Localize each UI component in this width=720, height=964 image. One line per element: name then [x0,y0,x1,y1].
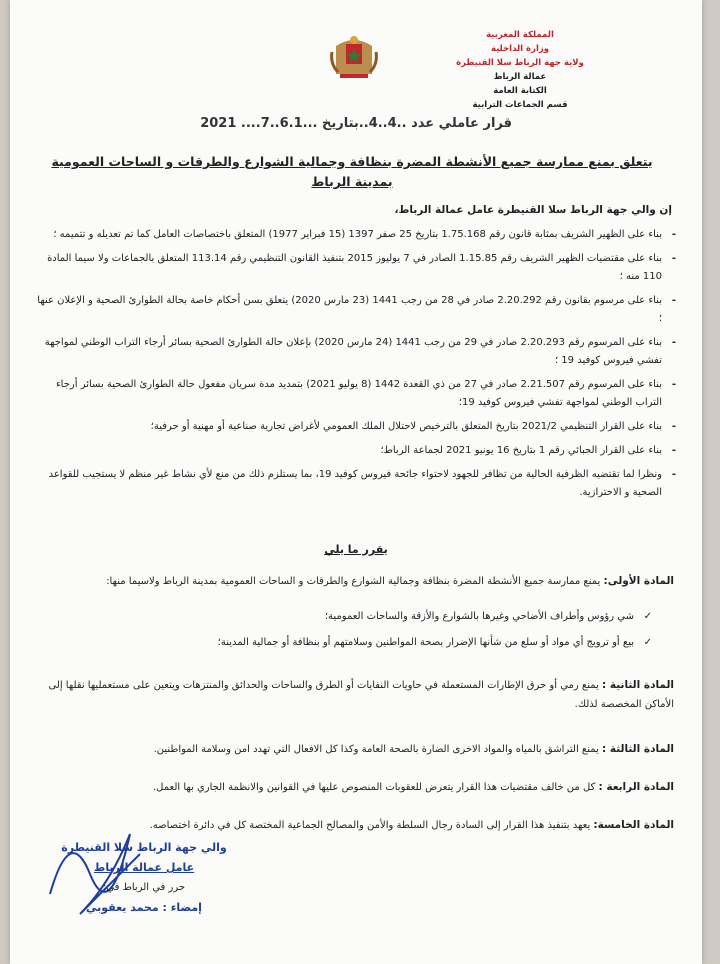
signature-name: إمضاء : محمد يعقوبي [86,901,202,914]
article-3-label: المادة الثالثة : [602,743,674,755]
decision-number [200,116,512,131]
article-1-item-text: بيع أو ترويج أي مواد أو سلع من شأنها الإضرار بصحة المواطنين وسلامتهم أو بنظافة أو جمالية المدينة؛ [217,637,634,648]
recital-item: - بناء على المرسوم رقم 2.21.507 صادر في 27 من ذي القعدة 1442 (8 يوليو 2021) بتمديد مدة سريان مفعول حالة الطوارئ الصحية بسائر أرجاء التراب الوطني لمواجهة تفشي فيروس كوفيد 19؛ [36,376,676,412]
article-1 [24,572,674,591]
recital-item: - بناء على القرار الجبائي رقم 1 بتاريخ 16 يونيو 2021 لجماعة الرباط؛ [36,442,676,460]
header-division: قسم الجماعات الترابية [472,100,568,110]
signature-title: والي جهة الرباط سلا القنيطرة [61,841,227,854]
decision-subject: يتعلق بمنع ممارسة جميع الأنشطة المضرة بنظافة وجمالية الشوارع والطرقات و الساحات العمومية بمدينة الرباط [51,154,653,189]
coat-of-arms-emblem [328,30,380,82]
recital-item: - بناء على مرسوم بقانون رقم 2.20.292 صادر في 28 من رجب 1441 (23 مارس 2020) يتعلق بسن أحكام خاصة بحالة الطوارئ الصحية و الإعلان عنها ؛ [36,292,676,328]
checkmark-icon: ✓ [643,637,652,648]
article-2-text: يمنع رمي أو حرق الإطارات المستعملة في حاويات النفايات أو الطرق والساحات والحدائق والمنتزهات ويتعين على مستعمليها نقلها إلى الأماكن المخصصة لذلك. [48,680,674,710]
checkmark-icon: ✓ [643,611,652,622]
header-prefecture: عمالة الرباط [493,72,547,82]
recital-item: - بناء على المرسوم رقم 2.20.293 صادر في 29 من رجب 1441 (24 مارس 2020) بإعلان حالة الطوارئ الصحية بسائر أرجاء التراب الوطني لمواجهة تفشي فيروس كوفيد 19 ؛ [36,334,676,370]
article-3-text: يمنع التراشق بالمياه والمواد الاخرى الضارة بالصحة العامة وكذا كل الافعال التي تهدد امن وسلامة المواطنين. [153,744,599,755]
signature-block [44,838,244,918]
header-wilaya: ولاية جهة الرباط سلا القنيطرة [456,58,584,68]
article-1-item-text: شي رؤوس وأطراف الأضاحي وغيرها بالشوارع والأزقة والساحات العمومية؛ [324,611,634,622]
article-5-label: المادة الخامسة: [593,819,674,831]
article-3 [24,740,674,759]
document-page [10,0,702,964]
recital-item: - بناء على القرار التنظيمي 2021/2 بتاريخ المتعلق بالترخيص لاحتلال الملك العمومي لأغراض تجارية صناعية أو مهنية أو حرفية؛ [36,418,676,436]
article-5-text: يعهد بتنفيذ هذا القرار إلى السادة رجال السلطة والأمن والمصالح الجماعية المختصة كل في دائرة اختصاصه. [149,820,591,831]
recitals-list [36,226,676,508]
recital-item: - بناء على الظهير الشريف بمثابة قانون رقم 1.75.168 بتاريخ 25 صفر 1397 (15 فبراير 1977) المتعلق باختصاصات العامل كما تم تعديله و تتميمه ؛ [36,226,676,244]
article-1-items [32,608,652,660]
decides-heading: يقرر ما يلي [324,543,388,556]
intro-line: إن والي جهة الرباط سلا القنيطرة عامل عمالة الرباط، [394,204,672,216]
article-4-label: المادة الرابعة : [598,781,674,793]
article-2 [24,676,674,714]
header-kingdom: المملكة المغربية [486,30,554,40]
article-1-text: يمنع ممارسة جميع الأنشطة المضرة بنظافة وجمالية الشوارع والطرقات و الساحات العمومية بمدينة الرباط ولاسيما منها: [106,576,601,587]
administrative-header [420,28,620,112]
article-1-label: المادة الأولى: [603,575,674,587]
header-ministry: وزارة الداخلية [490,44,550,54]
article-4-text: كل من خالف مقتضيات هذا القرار يتعرض للعقوبات المنصوص عليها في القوانين والانظمة الجاري بها العمل. [152,782,596,793]
article-1-item [32,634,652,652]
signature-place: حرر في الرباط في: [102,882,186,893]
article-2-label: المادة الثانية : [602,679,674,691]
recital-item: - ونظرا لما تقتضيه الظرفية الحالية من تظافر للجهود لاحتواء جائحة فيروس كوفيد 19، بما يستلزم ذلك من منع لأي نشاط غير منظم لا يستجيب للقواعد الصحية و الاحترازية. [36,466,676,502]
article-1-item [32,608,652,626]
decision-number-text: قرار عاملي عدد ..4..4..بتاريخ ...6.1..7.... 2021 [200,116,512,131]
header-secretariat: الكتابة العامة [493,86,547,96]
article-4 [24,778,674,797]
signature-subtitle: عامل عمالة الرباط [93,861,195,874]
recital-item: - بناء على مقتضيات الظهير الشريف رقم 1.15.85 الصادر في 7 يوليوز 2015 بتنفيذ القانون التنظيمي رقم 113.14 المتعلق بالجماعات ولا سيما المادة 110 منه ؛ [36,250,676,286]
